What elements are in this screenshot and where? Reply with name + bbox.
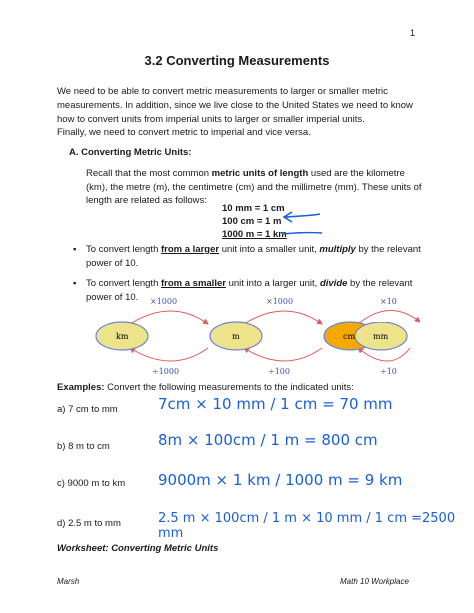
page-title: 3.2 Converting Measurements: [144, 53, 330, 68]
example-d-work: 2.5 m × 100cm / 1 m × 10 mm / 1 cm =2500 mm: [158, 511, 456, 541]
example-a-work: 7cm × 10 mm / 1 cm = 70 mm: [158, 395, 393, 413]
section-a-heading: A. Converting Metric Units:: [69, 147, 192, 158]
arc-m-to-cm: [244, 311, 322, 324]
unit-km: km: [116, 332, 129, 341]
example-d-label: d) 2.5 m to mm: [57, 518, 121, 529]
intro-paragraph: We need to be able to convert metric measurements to larger or smaller metric measurements. In addition, since we live close to the United States we need to know how to convert units from imperial units to larger or smaller imperial units.: [57, 86, 413, 125]
label-times-1000-a: ×1000: [150, 297, 178, 306]
ellipse-mm-wrapper: [354, 322, 408, 354]
bullet-icon: ▪: [73, 244, 77, 255]
bullet-larger-to-smaller: To convert length from a larger unit into a smaller unit, multiply by the relevant power of 10.: [86, 244, 421, 269]
label-divide-10: ÷10: [380, 367, 397, 376]
unit-mm: mm: [373, 332, 389, 341]
examples-heading: Examples: Convert the following measurements to the indicated units:: [57, 382, 354, 393]
conversion-mm-cm: 10 mm = 1 cm: [222, 203, 285, 214]
page-number: 1: [410, 28, 416, 38]
label-divide-1000: ÷1000: [152, 367, 180, 376]
handwritten-arrow-annotation: [280, 208, 325, 238]
recall-paragraph: [86, 167, 422, 208]
arc-m-to-km: [130, 348, 208, 361]
example-b-label: b) 8 m to cm: [57, 441, 110, 452]
conversion-m-km-text: 1000 m = 1 km: [222, 229, 287, 240]
example-a-label: a) 7 cm to mm: [57, 404, 118, 415]
footer-course: Math 10 Workplace: [340, 577, 409, 586]
bullet-smaller-to-larger: To convert length from a smaller unit into a larger unit, divide by the relevant power of 10.: [86, 278, 413, 303]
recall-pre: Recall that the most common: [86, 168, 212, 179]
bullet-icon: ▪: [73, 278, 77, 289]
label-times-10: ×10: [380, 297, 397, 306]
label-divide-100: ÷100: [268, 367, 290, 376]
worksheet-title: Worksheet: Converting Metric Units: [57, 543, 219, 554]
recall-bold: metric units of length: [211, 168, 309, 179]
arc-km-to-m: [130, 311, 208, 324]
unit-m: m: [232, 332, 240, 341]
footer-author: Marsh: [57, 577, 80, 586]
label-times-1000-b: ×1000: [266, 297, 294, 306]
arc-cm-to-m: [244, 348, 322, 361]
conversion-m-km: [222, 229, 287, 240]
finally-paragraph: Finally, we need to convert metric to imperial and vice versa.: [57, 127, 311, 138]
example-b-work: 8m × 100cm / 1 m = 800 cm: [158, 431, 378, 449]
recall-post: used are the kilometre (km), the metre (m), the centimetre (cm) and the millimetre (mm). These units of length are related as follows:: [86, 168, 422, 206]
example-c-work: 9000m × 1 km / 1000 m = 9 km: [158, 471, 403, 489]
conversion-cm-m: 100 cm = 1 m: [222, 216, 282, 227]
unit-cm: cm: [343, 332, 356, 341]
example-c-label: c) 9000 m to km: [57, 478, 126, 489]
